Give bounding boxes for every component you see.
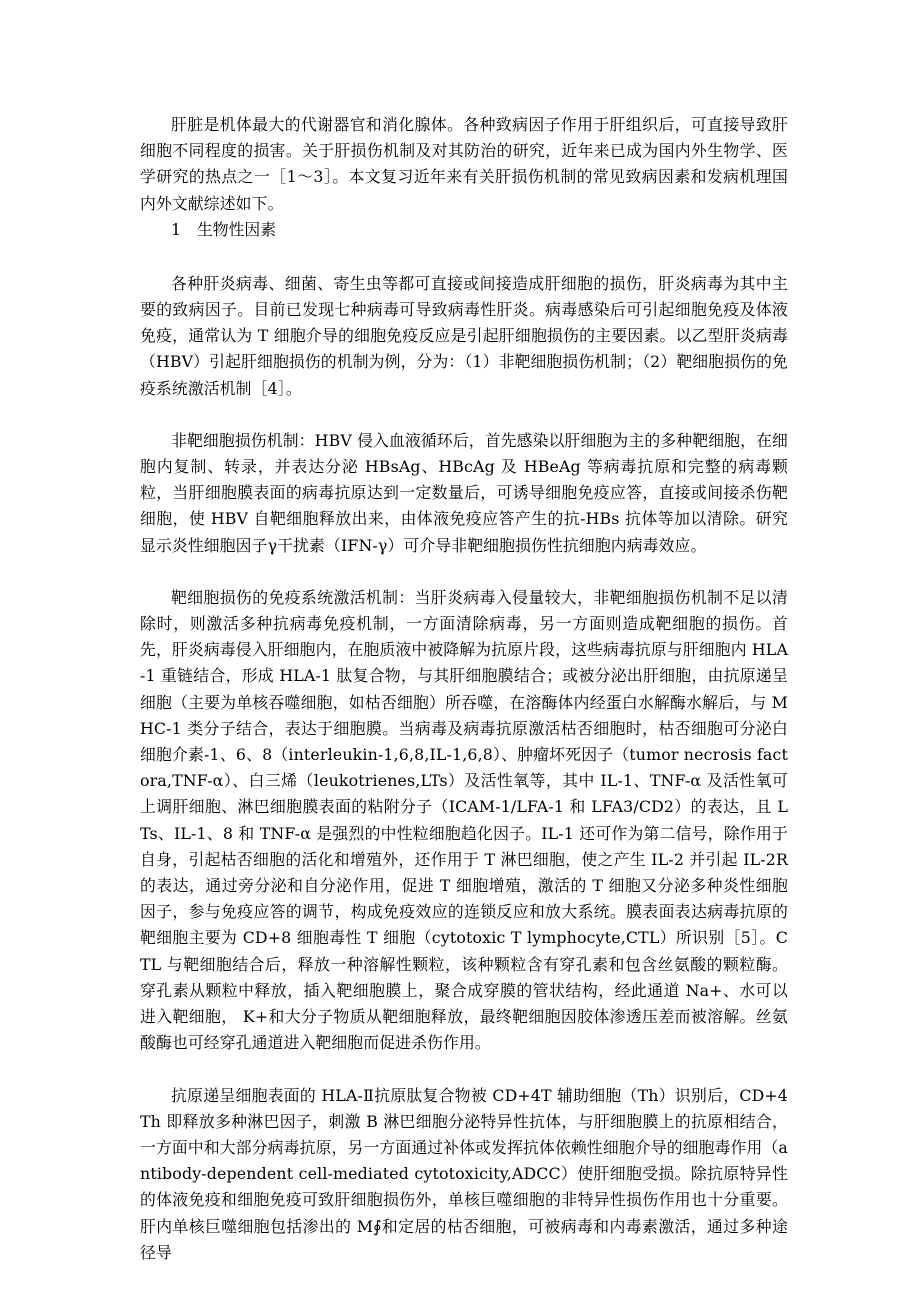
section-number: 1 [171, 219, 182, 239]
section-title: 生物性因素 [197, 219, 276, 239]
section-heading-biological-factors [140, 217, 788, 243]
document-body [140, 112, 788, 1266]
paragraph-non-target-mechanism: 非靶细胞损伤机制：HBV 侵入血液循环后，首先感染以肝细胞为主的多种靶细胞，在细胞内复制、转录，并表达分泌 HBsAg、HBcAg 及 HBeAg 等病毒抗原和完整的病毒颗粒，当肝细胞膜表面的病毒抗原达到一定数量后，可诱导细胞免疫应答，直接或间接杀伤靶细胞，使 HBV 自靶细胞释放出来，由体液免疫应答产生的抗-HBs 抗体等加以清除。研究显示炎性细胞因子γ干扰素（IFN-γ）可介导非靶细胞损伤性抗细胞内病毒效应。 [140, 430, 788, 555]
paragraph-intro: 肝脏是机体最大的代谢器官和消化腺体。各种致病因子作用于肝组织后，可直接导致肝细胞不同程度的损害。关于肝损伤机制及对其防治的研究，近年来已成为国内外生物学、医学研究的热点之一［1～3］。本文复习近年来有关肝损伤机制的常见致病因素和发病机理国内外文献综述如下。 [140, 115, 788, 213]
paragraph-antigen-presenting: 抗原递呈细胞表面的 HLA-Ⅱ抗原肽复合物被 CD+4T 辅助细胞（Th）识别后，CD+4Th 即释放多种淋巴因子，刺激 B 淋巴细胞分泌特异性抗体，与肝细胞膜上的抗原相结合，一方面中和大部分病毒抗原，另一方面通过补体或发挥抗体依赖性细胞介导的细胞毒作用（antibody-dependent cell-mediated cytotoxicity,ADCC）使肝细胞受损。除抗原特异性的体液免疫和细胞免疫可致肝细胞损伤外，单核巨噬细胞的非特异性损伤作用也十分重要。肝内单核巨噬细胞包括渗出的 M∮和定居的枯否细胞，可被病毒和内毒素激活，通过多种途径导 [140, 1085, 788, 1262]
paragraph-biological-intro: 各种肝炎病毒、细菌、寄生虫等都可直接或间接造成肝细胞的损伤，肝炎病毒为其中主要的致病因子。目前已发现七种病毒可导致病毒性肝炎。病毒感染后可引起细胞免疫及体液免疫，通常认为 T 细胞介导的细胞免疫反应是引起肝细胞损伤的主要因素。以乙型肝炎病毒（HBV）引起肝细胞损伤的机制为例，分为：（1）非靶细胞损伤机制；（2）靶细胞损伤的免疫系统激活机制［4］。 [140, 273, 788, 398]
paragraph-target-immune-mechanism: 靶细胞损伤的免疫系统激活机制：当肝炎病毒入侵量较大，非靶细胞损伤机制不足以清除时，则激活多种抗病毒免疫机制，一方面清除病毒，另一方面则造成靶细胞的损伤。首先，肝炎病毒侵入肝细胞内，在胞质液中被降解为抗原片段，这些病毒抗原与肝细胞内 HLA-1 重链结合，形成 HLA-1 肽复合物，与其肝细胞膜结合；或被分泌出肝细胞，由抗原递呈细胞（主要为单核吞噬细胞，如枯否细胞）所吞噬，在溶酶体内经蛋白水解酶水解后，与 MHC-1 类分子结合，表达于细胞膜。当病毒及病毒抗原激活枯否细胞时，枯否细胞可分泌白细胞介素-1、6、8（interleukin-1,6,8,IL-1,6,8）、肿瘤坏死因子（tumor necrosis factora,TNF-α）、白三烯（leukotrienes,LTs）及活性氧等，其中 IL-1、TNF-α 及活性氧可上调肝细胞、淋巴细胞膜表面的粘附分子（ICAM-1/LFA-1 和 LFA3/CD2）的表达，且 LTs、IL-1、8 和 TNF-α 是强烈的中性粒细胞趋化因子。IL-1 还可作为第二信号，除作用于自身，引起枯否细胞的活化和增殖外，还作用于 T 淋巴细胞，使之产生 IL-2 并引起 IL-2R 的表达，通过旁分泌和自分泌作用，促进 T 细胞增殖，激活的 T 细胞又分泌多种炎性细胞因子，参与免疫应答的调节，构成免疫效应的连锁反应和放大系统。膜表面表达病毒抗原的靶细胞主要为 CD+8 细胞毒性 T 细胞（cytotoxic T lymphocyte,CTL）所识别［5］。CTL 与靶细胞结合后，释放一种溶解性颗粒，该种颗粒含有穿孔素和包含丝氨酸的颗粒酶。穿孔素从颗粒中释放，插入靶细胞膜上，聚合成穿膜的管状结构，经此通道 Na+、水可以进入靶细胞， K+和大分子物质从靶细胞释放，最终靶细胞因胶体渗透压差而被溶解。丝氨酸酶也可经穿孔通道进入靶细胞而促进杀伤作用。 [140, 587, 788, 1053]
